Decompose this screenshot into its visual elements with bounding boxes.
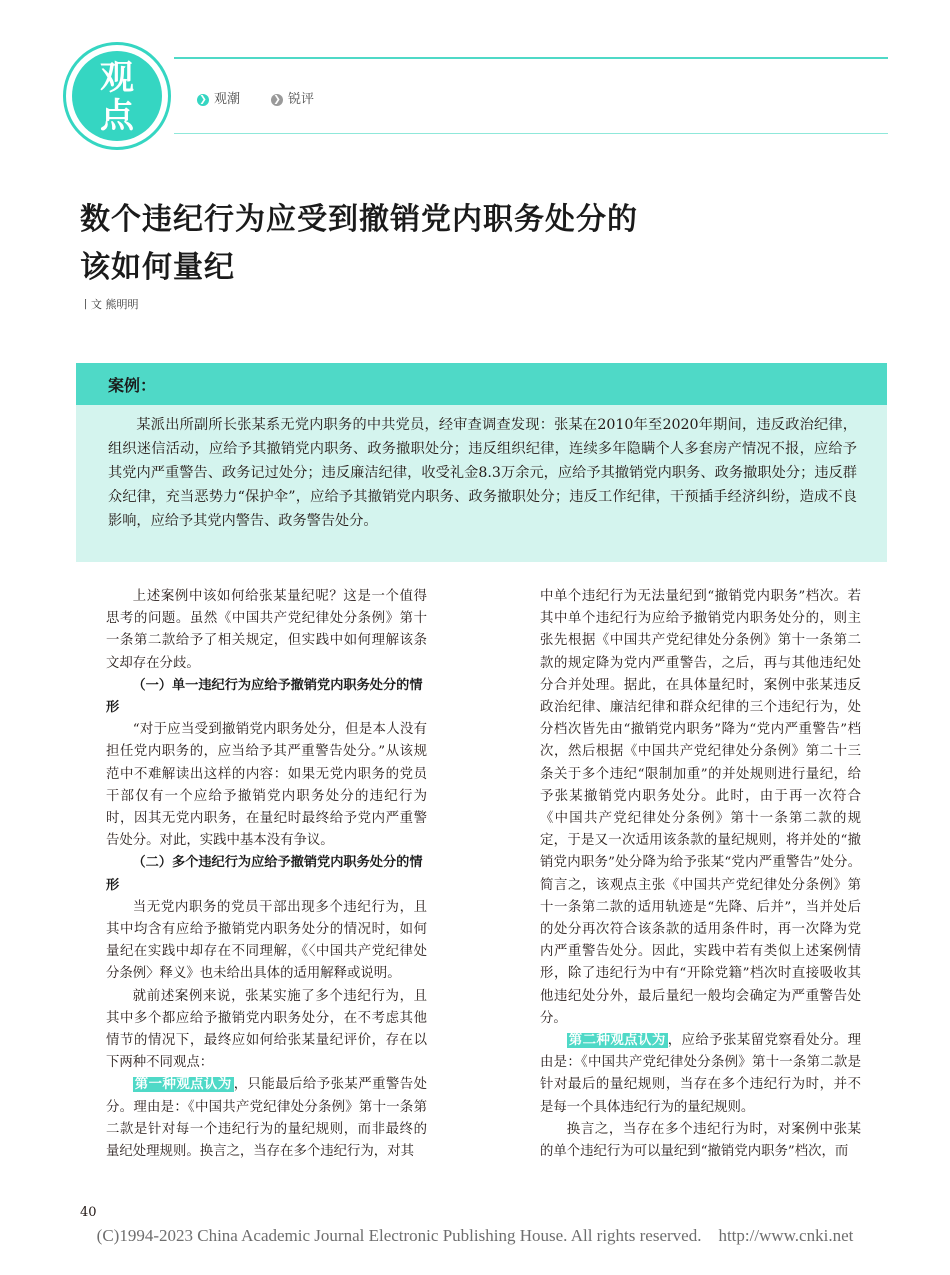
section-heading-2: （二）多个违纪行为应给予撤销党内职务处分的情形 <box>106 855 423 893</box>
right-column <box>540 586 861 1163</box>
article-title-line-2: 该如何量纪 <box>80 250 235 285</box>
paragraph: “对于应当受到撤销党内职务处分，但是本人没有担任党内职务的，应当给予其严重警告处分。”从该规范中不难解读出这样的内容：如果无党内职务的党员干部仅有一个应给予撤销党内职务处分的违纪行为时，因其无党内职务，在量纪时最终给予党内严重警告处分。对此，实践中基本没有争议。 <box>106 722 427 849</box>
nav-item-guanchao[interactable] <box>197 88 240 107</box>
highlight-first-view: 第一种观点认为 <box>134 1077 232 1093</box>
case-text: 某派出所副所长张某系无党内职务的中共党员，经审查调查发现：张某在2010年至2020年期间，违反政治纪律，组织迷信活动，应给予其撤销党内职务、政务撤职处分；违反组织纪律，连续多年隐瞒个人多套房产情况不报，应给予其党内严重警告、政务记过处分；违反廉洁纪律，收受礼金8.3万余元，应给予其撤销党内职务、政务撤职处分；违反群众纪律，充当恶势力“保护伞”，应给予其撤销党内职务、政务撤职处分；违反工作纪律，干预插手经济纠纷，造成不良影响，应给予其党内警告、政务警告处分。 <box>108 417 857 529</box>
case-box <box>76 405 887 562</box>
nav-item-ruiping[interactable] <box>271 88 314 107</box>
paragraph: 换言之，当存在多个违纪行为时，对案例中张某的单个违纪行为可以量纪到“撤销党内职务”档次，而 <box>540 1121 861 1160</box>
case-heading: 案例： <box>108 376 157 395</box>
highlight-second-view: 第二种观点认为 <box>568 1033 666 1049</box>
article-title-line-1: 数个违纪行为应受到撤销党内职务处分的 <box>80 202 638 237</box>
nav-item-label: 锐评 <box>288 92 315 107</box>
section-badge <box>63 42 171 150</box>
left-column <box>106 586 427 1163</box>
byline: 丨文 熊明明 <box>80 298 139 311</box>
paragraph-text: ，只能最后给予张某严重警告处分。理由是：《中国共产党纪律处分条例》第十一条第二款是针对每一个违纪行为的量纪规则，而非最终的量纪处理规则。换言之，当存在多个违纪行为，对其 <box>106 1077 428 1160</box>
paragraph <box>540 1030 861 1119</box>
page-number: 40 <box>80 1205 97 1220</box>
paragraph: 上述案例中该如何给张某量纪呢？这是一个值得思考的问题。虽然《中国共产党纪律处分条例》第十一条第二款给予了相关规定，但实践中如何理解该条文却存在分歧。 <box>106 589 427 671</box>
nav-item-label: 观潮 <box>214 92 241 107</box>
chevron-right-icon: ❯ <box>197 94 209 106</box>
paragraph: 当无党内职务的党员干部出现多个违纪行为，且其中均含有应给予撤销党内职务处分的情况时，如何量纪在实践中却存在不同理解，《〈中国共产党纪律处分条例〉释义》也未给出具体的适用解释或说明。 <box>106 899 427 982</box>
article-title <box>80 196 638 292</box>
case-heading-bar <box>76 363 887 405</box>
section-badge-fill <box>72 51 162 141</box>
header-rule-top <box>174 57 888 59</box>
section-badge-char-2: 点 <box>100 96 134 136</box>
copyright-footer: (C)1994-2023 China Academic Journal Electronic Publishing House. All rights reserved. http://www.cnki.net <box>96 1226 854 1245</box>
header-rule-bottom <box>174 133 888 134</box>
chevron-right-icon: ❯ <box>271 94 283 106</box>
section-badge-char-1: 观 <box>100 58 134 98</box>
section-heading-1: （一）单一违纪行为应给予撤销党内职务处分的情形 <box>106 677 423 716</box>
paragraph-text: ，应给予张某留党察看处分。理由是：《中国共产党纪律处分条例》第十一条第二款是针对最后的量纪规则，当存在多个违纪行为时，并不是每一个具体违纪行为的量纪规则。 <box>540 1033 862 1115</box>
paragraph: 就前述案例来说，张某实施了多个违纪行为，且其中多个都应给予撤销党内职务处分，在不考虑其他情节的情况下，最终应如何给张某量纪评价，存在以下两种不同观点： <box>106 988 427 1071</box>
paragraph <box>106 1074 427 1163</box>
paragraph: 中单个违纪行为无法量纪到“撤销党内职务”档次。若其中单个违纪行为应给予撤销党内职务处分的，则主张先根据《中国共产党纪律处分条例》第十一条第二款的规定降为党内严重警告，之后，再与其他违纪处分合并处理。据此，在具体量纪时，案例中张某违反政治纪律、廉洁纪律和群众纪律的三个违纪行为，处分档次皆先由“撤销党内职务”降为“党内严重警告”档次，然后根据《中国共产党纪律处分条例》第二十三条关于多个违纪“限制加重”的并处规则进行量纪，给予张某撤销党内职务处分。此时，由于再一次符合《中国共产党纪律处分条例》第十一条第二款的规定，于是又一次适用该条款的量纪规则，将并处的“撤销党内职务”处分降为给予张某“党内严重警告”处分。简言之，该观点主张《中国共产党纪律处分条例》第十一条第二款的适用轨迹是“先降、后并”，当并处后的处分再次符合该条款的适用条件时，再一次降为党内严重警告处分。因此，实践中若有类似上述案例情形，除了违纪行为中有“开除党籍”档次时直接吸收其他违纪处分外，最后量纪一般均会确定为严重警告处分。 <box>540 589 861 1026</box>
